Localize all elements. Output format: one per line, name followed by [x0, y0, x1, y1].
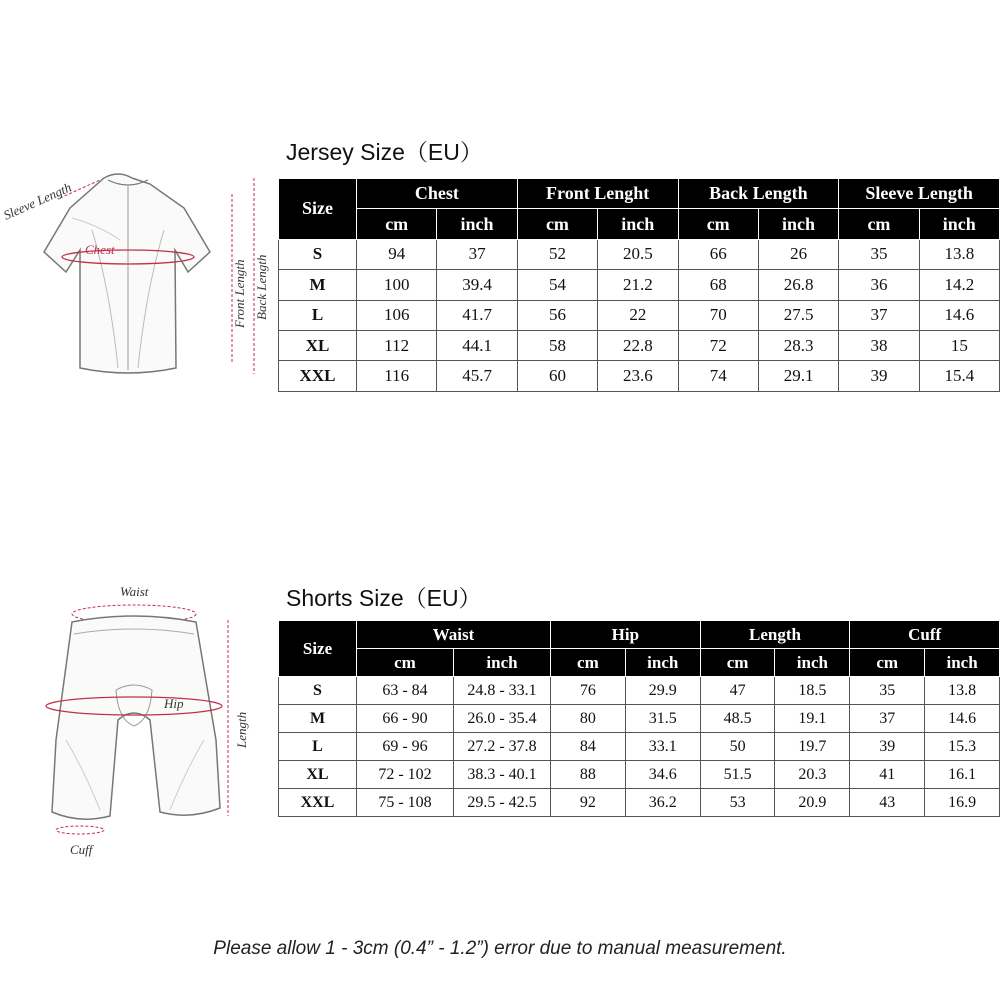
value-cell: 36	[839, 270, 919, 300]
value-cell: 20.9	[775, 789, 850, 817]
value-cell: 15.4	[919, 361, 999, 391]
measurement-disclaimer: Please allow 1 - 3cm (0.4” - 1.2”) error due to manual measurement.	[213, 938, 787, 959]
table-row	[279, 733, 1000, 761]
group-header-sleeve-length: Sleeve Length	[839, 179, 1000, 209]
value-cell: 26.0 - 35.4	[454, 705, 551, 733]
back-length-label: Back Length	[254, 254, 269, 320]
table-row	[279, 705, 1000, 733]
unit-header: cm	[850, 649, 925, 677]
value-cell: 38.3 - 40.1	[454, 761, 551, 789]
value-cell: 14.6	[925, 705, 1000, 733]
table-row	[279, 789, 1000, 817]
group-header-front-length: Front Lenght	[517, 179, 678, 209]
size-cell: S	[279, 677, 357, 705]
value-cell: 20.5	[598, 239, 678, 269]
value-cell: 44.1	[437, 330, 517, 360]
length-label: Length	[234, 711, 249, 748]
group-header-waist: Waist	[357, 621, 551, 649]
size-cell: XXL	[279, 361, 357, 391]
value-cell: 35	[839, 239, 919, 269]
cuff-label: Cuff	[70, 842, 93, 857]
unit-header: cm	[357, 209, 437, 239]
value-cell: 13.8	[919, 239, 999, 269]
unit-header: inch	[758, 209, 838, 239]
value-cell: 26.8	[758, 270, 838, 300]
size-cell: XXL	[279, 789, 357, 817]
value-cell: 74	[678, 361, 758, 391]
unit-header: inch	[925, 649, 1000, 677]
shorts-size-title: Shorts Size（EU）	[286, 585, 482, 611]
group-header-back-length: Back Length	[678, 179, 839, 209]
table-row	[279, 361, 1000, 391]
value-cell: 27.2 - 37.8	[454, 733, 551, 761]
unit-header: cm	[517, 209, 597, 239]
value-cell: 29.5 - 42.5	[454, 789, 551, 817]
unit-header: cm	[678, 209, 758, 239]
value-cell: 54	[517, 270, 597, 300]
unit-header: cm	[551, 649, 626, 677]
size-cell: XL	[279, 330, 357, 360]
value-cell: 22.8	[598, 330, 678, 360]
size-cell: S	[279, 239, 357, 269]
value-cell: 33.1	[625, 733, 700, 761]
value-cell: 19.1	[775, 705, 850, 733]
value-cell: 37	[437, 239, 517, 269]
shorts-size-table	[278, 620, 1000, 817]
value-cell: 29.1	[758, 361, 838, 391]
unit-header: cm	[357, 649, 454, 677]
value-cell: 92	[551, 789, 626, 817]
value-cell: 72 - 102	[357, 761, 454, 789]
value-cell: 68	[678, 270, 758, 300]
jersey-size-title: Jersey Size（EU）	[286, 139, 483, 165]
jersey-size-table	[278, 178, 1000, 392]
value-cell: 100	[357, 270, 437, 300]
value-cell: 19.7	[775, 733, 850, 761]
value-cell: 39	[850, 733, 925, 761]
jersey-illustration-icon	[0, 160, 280, 390]
value-cell: 66	[678, 239, 758, 269]
value-cell: 112	[357, 330, 437, 360]
value-cell: 31.5	[625, 705, 700, 733]
value-cell: 72	[678, 330, 758, 360]
value-cell: 22	[598, 300, 678, 330]
table-row	[279, 677, 1000, 705]
value-cell: 70	[678, 300, 758, 330]
size-cell: L	[279, 733, 357, 761]
front-length-label: Front Length	[232, 259, 247, 328]
value-cell: 41.7	[437, 300, 517, 330]
value-cell: 16.9	[925, 789, 1000, 817]
value-cell: 16.1	[925, 761, 1000, 789]
value-cell: 94	[357, 239, 437, 269]
value-cell: 24.8 - 33.1	[454, 677, 551, 705]
value-cell: 52	[517, 239, 597, 269]
unit-header: inch	[437, 209, 517, 239]
value-cell: 29.9	[625, 677, 700, 705]
value-cell: 37	[850, 705, 925, 733]
value-cell: 14.2	[919, 270, 999, 300]
value-cell: 41	[850, 761, 925, 789]
value-cell: 53	[700, 789, 775, 817]
table-row	[279, 270, 1000, 300]
value-cell: 15	[919, 330, 999, 360]
value-cell: 15.3	[925, 733, 1000, 761]
value-cell: 28.3	[758, 330, 838, 360]
value-cell: 56	[517, 300, 597, 330]
value-cell: 14.6	[919, 300, 999, 330]
value-cell: 116	[357, 361, 437, 391]
value-cell: 88	[551, 761, 626, 789]
value-cell: 80	[551, 705, 626, 733]
value-cell: 39	[839, 361, 919, 391]
value-cell: 50	[700, 733, 775, 761]
value-cell: 20.3	[775, 761, 850, 789]
value-cell: 106	[357, 300, 437, 330]
size-header: Size	[279, 179, 357, 240]
value-cell: 75 - 108	[357, 789, 454, 817]
size-cell: L	[279, 300, 357, 330]
table-row	[279, 330, 1000, 360]
value-cell: 43	[850, 789, 925, 817]
value-cell: 37	[839, 300, 919, 330]
table-row	[279, 300, 1000, 330]
value-cell: 63 - 84	[357, 677, 454, 705]
value-cell: 36.2	[625, 789, 700, 817]
group-header-cuff: Cuff	[850, 621, 1000, 649]
value-cell: 48.5	[700, 705, 775, 733]
value-cell: 27.5	[758, 300, 838, 330]
value-cell: 66 - 90	[357, 705, 454, 733]
value-cell: 39.4	[437, 270, 517, 300]
unit-header: inch	[919, 209, 999, 239]
value-cell: 51.5	[700, 761, 775, 789]
group-header-hip: Hip	[551, 621, 701, 649]
chest-label: Chest	[85, 242, 115, 257]
waist-label: Waist	[120, 584, 149, 599]
hip-label: Hip	[164, 696, 184, 711]
unit-header: inch	[454, 649, 551, 677]
size-cell: M	[279, 705, 357, 733]
value-cell: 23.6	[598, 361, 678, 391]
value-cell: 69 - 96	[357, 733, 454, 761]
value-cell: 18.5	[775, 677, 850, 705]
value-cell: 47	[700, 677, 775, 705]
unit-header: inch	[625, 649, 700, 677]
value-cell: 21.2	[598, 270, 678, 300]
unit-header: inch	[598, 209, 678, 239]
value-cell: 35	[850, 677, 925, 705]
size-cell: XL	[279, 761, 357, 789]
table-row	[279, 239, 1000, 269]
value-cell: 58	[517, 330, 597, 360]
size-cell: M	[279, 270, 357, 300]
value-cell: 34.6	[625, 761, 700, 789]
shorts-illustration-icon	[0, 580, 280, 870]
size-header: Size	[279, 621, 357, 677]
group-header-length: Length	[700, 621, 850, 649]
value-cell: 84	[551, 733, 626, 761]
value-cell: 45.7	[437, 361, 517, 391]
value-cell: 76	[551, 677, 626, 705]
unit-header: cm	[700, 649, 775, 677]
unit-header: cm	[839, 209, 919, 239]
unit-header: inch	[775, 649, 850, 677]
value-cell: 13.8	[925, 677, 1000, 705]
group-header-chest: Chest	[357, 179, 518, 209]
sleeve-length-label: Sleeve Length	[1, 179, 74, 223]
value-cell: 60	[517, 361, 597, 391]
value-cell: 26	[758, 239, 838, 269]
value-cell: 38	[839, 330, 919, 360]
table-row	[279, 761, 1000, 789]
